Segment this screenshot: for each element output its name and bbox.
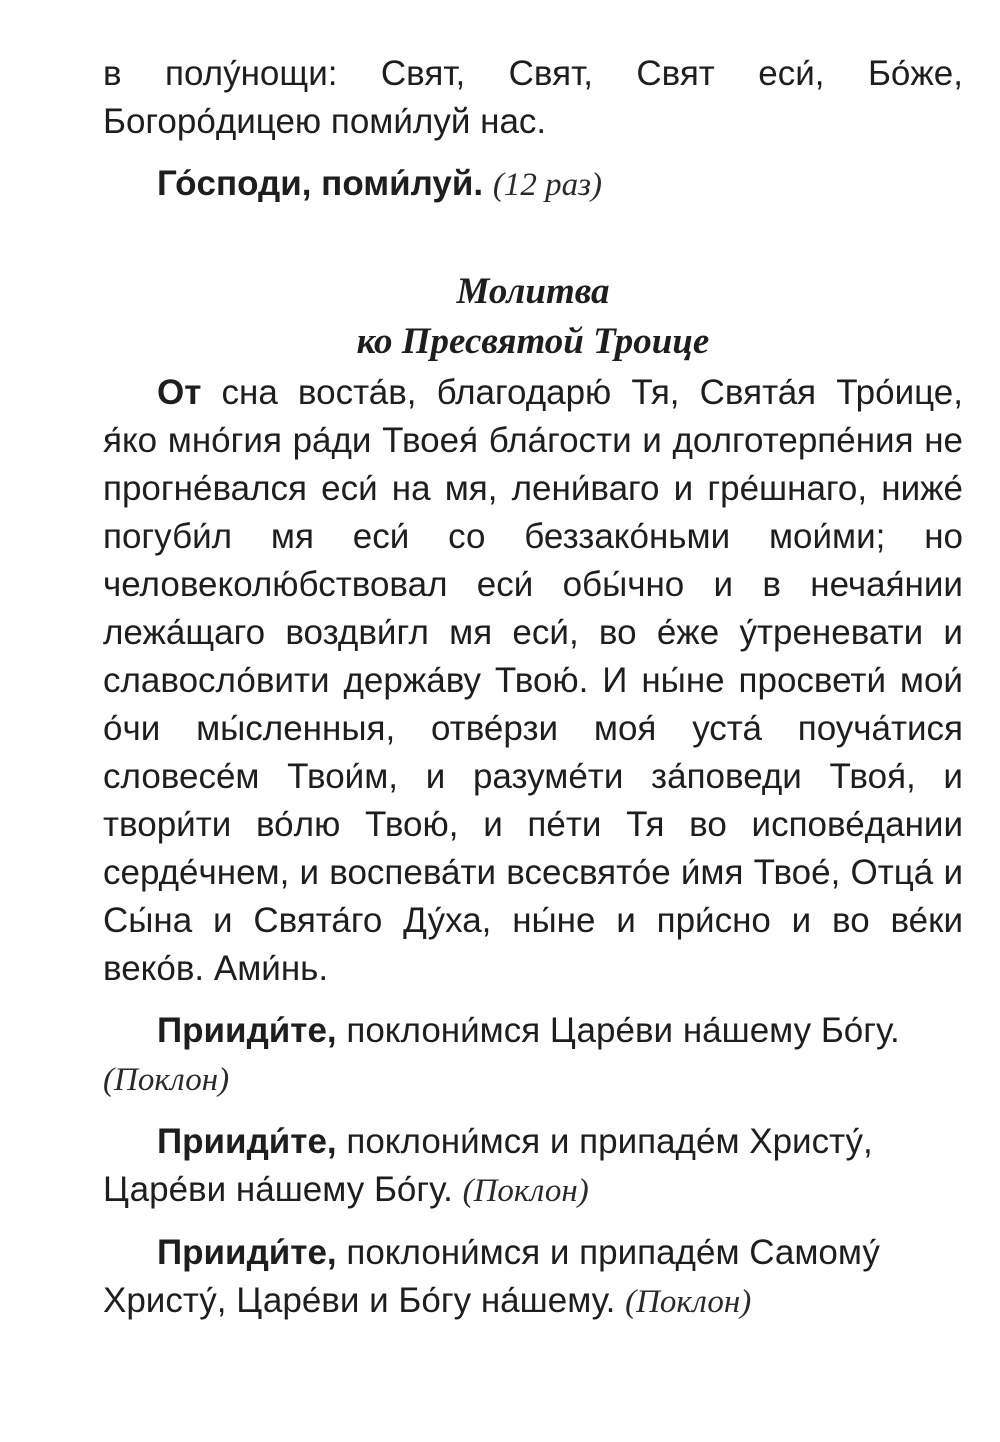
bow-first-word: Прииди́те,	[157, 1233, 337, 1272]
kyrie-text: Го́споди, поми́луй.	[157, 164, 484, 203]
bow-first-word: Прииди́те,	[157, 1122, 337, 1161]
heading-line-2: ко Пресвятой Троице	[356, 321, 710, 362]
bow-text: поклони́мся и припаде́м Самому́ Христу́, Царе́ви и Бо́гу на́шему.	[103, 1233, 880, 1320]
bow-paragraph	[103, 1229, 963, 1326]
bow-first-word: Прииди́те,	[157, 1011, 337, 1050]
prayer-paragraph	[103, 369, 963, 993]
bow-note: (Поклон)	[462, 1173, 589, 1209]
intro-text: в полу́нощи: Свят, Свят, Свят еси́, Бо́же, Богоро́дицею поми́луй нас.	[103, 54, 963, 141]
prayer-heading	[103, 267, 963, 367]
kyrie-note: (12 раз)	[492, 167, 602, 203]
bow-paragraph	[103, 1118, 963, 1215]
page	[103, 50, 963, 1340]
bow-text: поклони́мся Царе́ви на́шему Бо́гу.	[346, 1011, 900, 1050]
bow-paragraph	[103, 1007, 963, 1104]
intro-paragraph	[103, 50, 963, 146]
bow-note: (Поклон)	[103, 1062, 230, 1098]
prayer-text: сна воста́в, благодарю́ Тя, Свята́я Тро́ице, я́ко мно́гия ра́ди Твоея́ бла́гости и долготерпе́ния не прогне́вался еси́ на мя, лени́ваго и гре́шнаго, ниже́ погуби́л мя еси́ со беззако́ньми мои́ми; но человеколю́бствовал еси́ обы́чно и в нечая́нии лежа́щаго воздви́гл мя еси́, во е́же у́треневати и славосло́вити держа́ву Твою́. И ны́не просвети́ мои́ о́чи мы́сленныя, отве́рзи моя́ уста́ поуча́тися словесе́м Твои́м, и разуме́ти за́поведи Твоя́, и твори́ти во́лю Твою́, и пе́ти Тя во испове́дании серде́чнем, и воспева́ти всесвято́е и́мя Твое́, Отца́ и Сы́на и Свята́го Ду́ха, ны́не и при́сно и во ве́ки веко́в. Ами́нь.	[103, 373, 963, 988]
bow-note: (Поклон)	[625, 1284, 752, 1320]
kyrie-paragraph	[103, 160, 963, 209]
prayer-first-word: От	[157, 373, 202, 412]
bows-list	[103, 1007, 963, 1326]
heading-line-1: Молитва	[456, 271, 610, 312]
bow-text: поклони́мся и припаде́м Христу́, Царе́ви на́шему Бо́гу.	[103, 1122, 873, 1209]
